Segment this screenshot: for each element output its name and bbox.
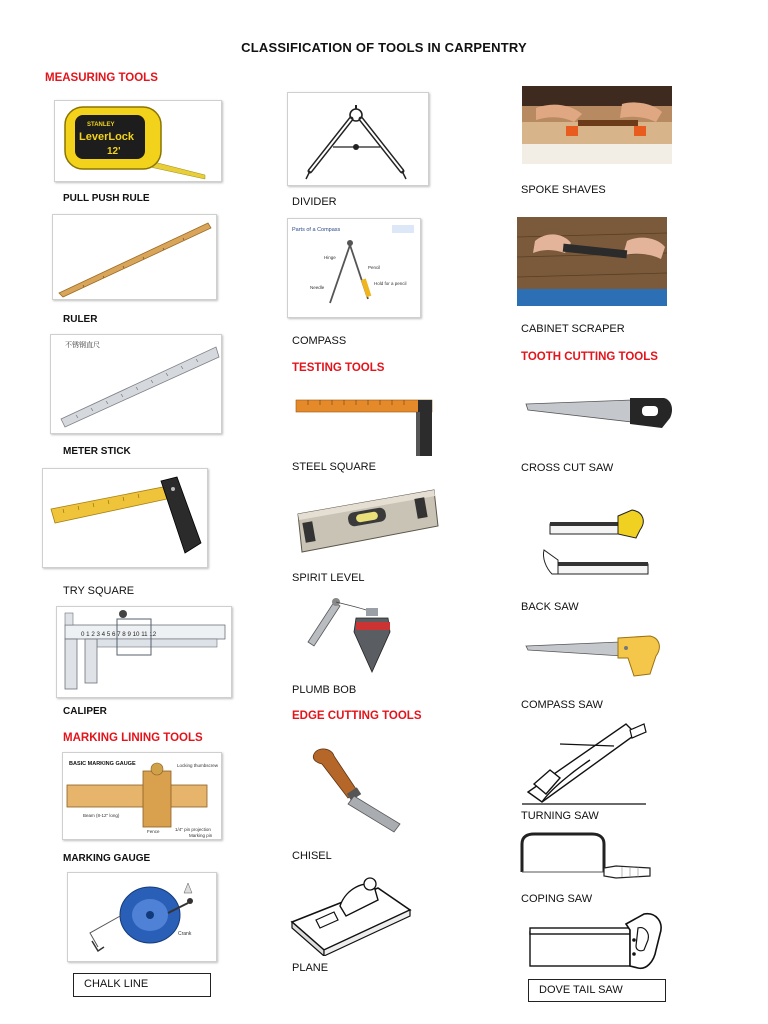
compass-hinge-text: Hinge xyxy=(324,255,336,260)
turning-saw-image xyxy=(520,720,650,808)
tape-model-text: LeverLock xyxy=(79,131,135,143)
meter-stick-label: METER STICK xyxy=(63,446,131,457)
chisel-label: CHISEL xyxy=(292,850,332,862)
meter-stick-image xyxy=(50,334,222,434)
gauge-beam-text: Beam (8-12" long) xyxy=(83,813,120,818)
pull-push-rule-image xyxy=(54,100,222,182)
plane-label: PLANE xyxy=(292,962,329,974)
section-heading-testing: TESTING TOOLS xyxy=(292,362,385,374)
compass-image xyxy=(287,218,421,318)
section-heading-measuring: MEASURING TOOLS xyxy=(45,72,158,84)
ruler-image xyxy=(52,214,217,300)
compass-caption: Parts of a Compass xyxy=(292,227,341,233)
gauge-fence-text: Fence xyxy=(147,829,160,834)
section-heading-marking: MARKING LINING TOOLS xyxy=(63,732,203,744)
caliper-image xyxy=(56,606,232,698)
gauge-caption: BASIC MARKING GAUGE xyxy=(69,761,136,767)
compass-label: COMPASS xyxy=(292,335,347,347)
cabinet-scraper-label: CABINET SCRAPER xyxy=(521,323,625,335)
chalk-crank-text: Crank xyxy=(178,931,192,937)
spirit-level-image xyxy=(292,484,440,568)
try-square-image xyxy=(42,468,208,568)
page-title: CLASSIFICATION OF TOOLS IN CARPENTRY xyxy=(241,40,527,55)
compass-saw-label: COMPASS SAW xyxy=(521,699,603,711)
tape-size-text: 12' xyxy=(107,146,121,157)
pull-push-rule-label: PULL PUSH RULE xyxy=(63,193,150,204)
gauge-locking-text: Locking thumbscrew xyxy=(177,763,219,768)
spoke-shaves-label: SPOKE SHAVES xyxy=(521,184,606,196)
divider-label: DIVIDER xyxy=(292,196,337,208)
marking-gauge-label: MARKING GAUGE xyxy=(63,853,151,864)
dove-tail-saw-label: DOVE TAIL SAW xyxy=(528,979,666,1002)
caliper-label: CALIPER xyxy=(63,706,107,717)
compass-pencil-text: Pencil xyxy=(368,265,381,270)
compass-saw-image xyxy=(524,630,664,682)
plumb-bob-label: PLUMB BOB xyxy=(292,684,357,696)
plane-image xyxy=(286,870,416,956)
back-saw-image xyxy=(540,502,662,586)
chalk-line-image xyxy=(67,872,217,962)
tape-brand-text: STANLEY xyxy=(87,122,115,128)
divider-image xyxy=(287,92,429,186)
turning-saw-label: TURNING SAW xyxy=(521,810,599,822)
coping-saw-image xyxy=(516,832,654,880)
back-saw-label: BACK SAW xyxy=(521,601,579,613)
steel-square-label: STEEL SQUARE xyxy=(292,461,376,473)
dove-tail-saw-image xyxy=(526,910,668,972)
gauge-pin-text: Marking pin xyxy=(189,833,213,838)
spirit-level-label: SPIRIT LEVEL xyxy=(292,572,365,584)
ruler-label: RULER xyxy=(63,314,98,325)
section-heading-tooth: TOOTH CUTTING TOOLS xyxy=(521,351,658,363)
steel-square-image xyxy=(292,392,438,458)
caliper-scale-text: 0 1 2 3 4 5 6 7 8 9 10 11 12 xyxy=(81,631,157,638)
try-square-label: TRY SQUARE xyxy=(63,585,135,597)
spoke-shaves-image xyxy=(522,86,672,164)
chisel-image xyxy=(300,740,418,836)
compass-holder-text: Hold for a pencil xyxy=(374,281,407,286)
cross-cut-saw-label: CROSS CUT SAW xyxy=(521,462,614,474)
marking-gauge-image xyxy=(62,752,222,840)
section-heading-edge: EDGE CUTTING TOOLS xyxy=(292,710,422,722)
compass-needle-text: Needle xyxy=(310,285,325,290)
cabinet-scraper-image xyxy=(517,217,667,306)
coping-saw-label: COPING SAW xyxy=(521,893,593,905)
chalk-line-label: CHALK LINE xyxy=(73,973,211,997)
gauge-projection-text: 1/4" pin projection xyxy=(175,827,211,832)
plumb-bob-image xyxy=(300,592,400,674)
meter-stick-chars: 不锈钢直尺 xyxy=(65,341,100,349)
cross-cut-saw-image xyxy=(524,388,676,432)
